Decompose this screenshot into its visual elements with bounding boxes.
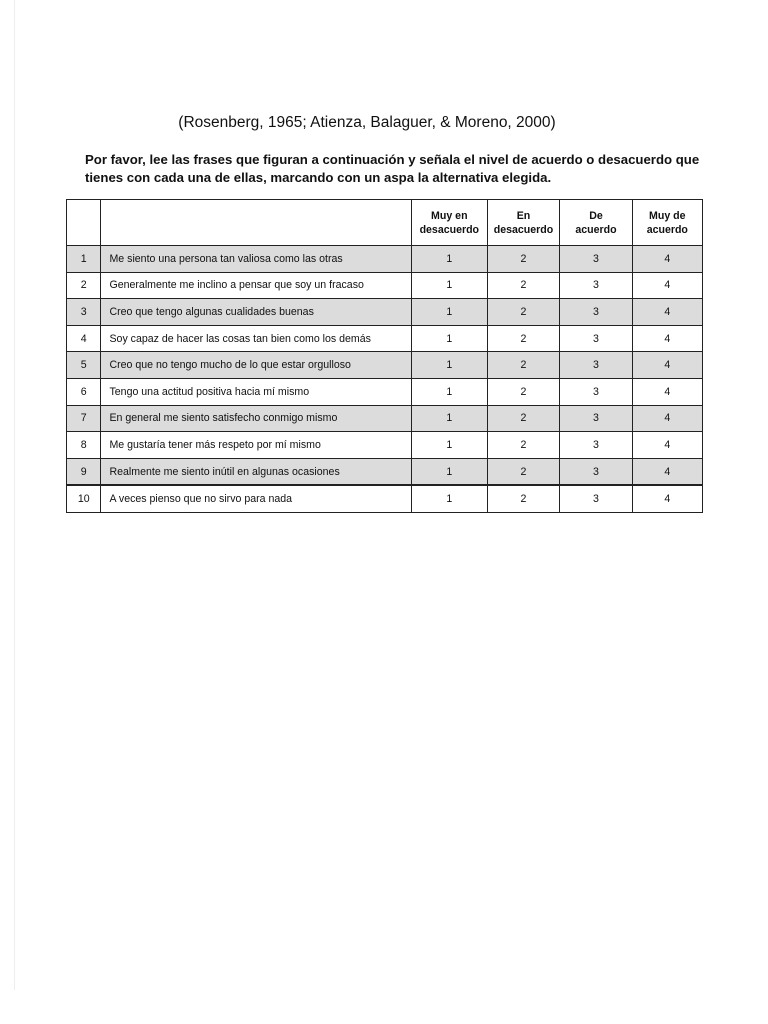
option-cell-2[interactable]: 2 <box>487 432 560 459</box>
row-statement: Tengo una actitud positiva hacia mí mismo <box>101 378 412 405</box>
option-cell-4[interactable]: 4 <box>632 246 702 273</box>
row-number: 5 <box>67 352 101 379</box>
row-number: 8 <box>67 432 101 459</box>
option-cell-2[interactable]: 2 <box>487 458 560 485</box>
row-statement: Me siento una persona tan valiosa como las otras <box>101 246 412 273</box>
table-row <box>67 325 703 352</box>
row-number: 3 <box>67 299 101 326</box>
citation: (Rosenberg, 1965; Atienza, Balaguer, & Moreno, 2000) <box>178 114 556 131</box>
option-cell-1[interactable]: 1 <box>411 458 487 485</box>
row-statement: Realmente me siento inútil en algunas ocasiones <box>101 458 412 485</box>
option-cell-1[interactable]: 1 <box>411 432 487 459</box>
row-statement: En general me siento satisfecho conmigo mismo <box>101 405 412 432</box>
option-cell-2[interactable]: 2 <box>487 405 560 432</box>
row-number: 9 <box>67 458 101 485</box>
row-statement: Soy capaz de hacer las cosas tan bien como los demás <box>101 325 412 352</box>
option-cell-3[interactable]: 3 <box>560 325 632 352</box>
row-statement: Creo que no tengo mucho de lo que estar orgulloso <box>101 352 412 379</box>
table-row <box>67 432 703 459</box>
option-cell-4[interactable]: 4 <box>632 485 702 512</box>
row-statement: Creo que tengo algunas cualidades buenas <box>101 299 412 326</box>
header-item <box>101 200 412 246</box>
row-number: 1 <box>67 246 101 273</box>
header-option-4: Muy de acuerdo <box>632 200 702 246</box>
row-number: 10 <box>67 485 101 512</box>
table-row <box>67 485 703 512</box>
option-cell-1[interactable]: 1 <box>411 405 487 432</box>
option-cell-2[interactable]: 2 <box>487 246 560 273</box>
table-row <box>67 458 703 485</box>
row-number: 4 <box>67 325 101 352</box>
option-cell-1[interactable]: 1 <box>411 272 487 299</box>
option-cell-3[interactable]: 3 <box>560 299 632 326</box>
row-statement: Generalmente me inclino a pensar que soy un fracaso <box>101 272 412 299</box>
row-number: 7 <box>67 405 101 432</box>
option-cell-3[interactable]: 3 <box>560 405 632 432</box>
option-cell-4[interactable]: 4 <box>632 458 702 485</box>
option-cell-3[interactable]: 3 <box>560 272 632 299</box>
option-cell-2[interactable]: 2 <box>487 299 560 326</box>
option-cell-2[interactable]: 2 <box>487 272 560 299</box>
option-cell-4[interactable]: 4 <box>632 272 702 299</box>
option-cell-3[interactable]: 3 <box>560 432 632 459</box>
option-cell-1[interactable]: 1 <box>411 325 487 352</box>
option-cell-4[interactable]: 4 <box>632 405 702 432</box>
row-number: 2 <box>67 272 101 299</box>
table-row <box>67 246 703 273</box>
header-option-1: Muy en desacuerdo <box>411 200 487 246</box>
table-row <box>67 378 703 405</box>
option-cell-2[interactable]: 2 <box>487 352 560 379</box>
option-cell-2[interactable]: 2 <box>487 325 560 352</box>
option-cell-2[interactable]: 2 <box>487 485 560 512</box>
header-option-2: En desacuerdo <box>487 200 560 246</box>
row-number: 6 <box>67 378 101 405</box>
instructions: Por favor, lee las frases que figuran a continuación y señala el nivel de acuerdo o desacuerdo que tienes con cada una de ellas, marcando con un aspa la alternativa elegida. <box>85 152 700 185</box>
option-cell-3[interactable]: 3 <box>560 246 632 273</box>
option-cell-3[interactable]: 3 <box>560 485 632 512</box>
header-row <box>67 200 703 246</box>
option-cell-3[interactable]: 3 <box>560 458 632 485</box>
option-cell-1[interactable]: 1 <box>411 299 487 326</box>
table-row <box>67 405 703 432</box>
option-cell-4[interactable]: 4 <box>632 325 702 352</box>
option-cell-1[interactable]: 1 <box>411 485 487 512</box>
row-statement: A veces pienso que no sirvo para nada <box>101 485 412 512</box>
option-cell-3[interactable]: 3 <box>560 378 632 405</box>
option-cell-1[interactable]: 1 <box>411 352 487 379</box>
option-cell-4[interactable]: 4 <box>632 432 702 459</box>
option-cell-4[interactable]: 4 <box>632 299 702 326</box>
option-cell-3[interactable]: 3 <box>560 352 632 379</box>
row-statement: Me gustaría tener más respeto por mí mismo <box>101 432 412 459</box>
option-cell-2[interactable]: 2 <box>487 378 560 405</box>
option-cell-1[interactable]: 1 <box>411 378 487 405</box>
option-cell-4[interactable]: 4 <box>632 378 702 405</box>
table-row <box>67 352 703 379</box>
scale-table <box>66 199 703 513</box>
option-cell-1[interactable]: 1 <box>411 246 487 273</box>
header-option-3: De acuerdo <box>560 200 632 246</box>
option-cell-4[interactable]: 4 <box>632 352 702 379</box>
header-number <box>67 200 101 246</box>
page-edge <box>14 0 15 990</box>
table-row <box>67 272 703 299</box>
table-row <box>67 299 703 326</box>
